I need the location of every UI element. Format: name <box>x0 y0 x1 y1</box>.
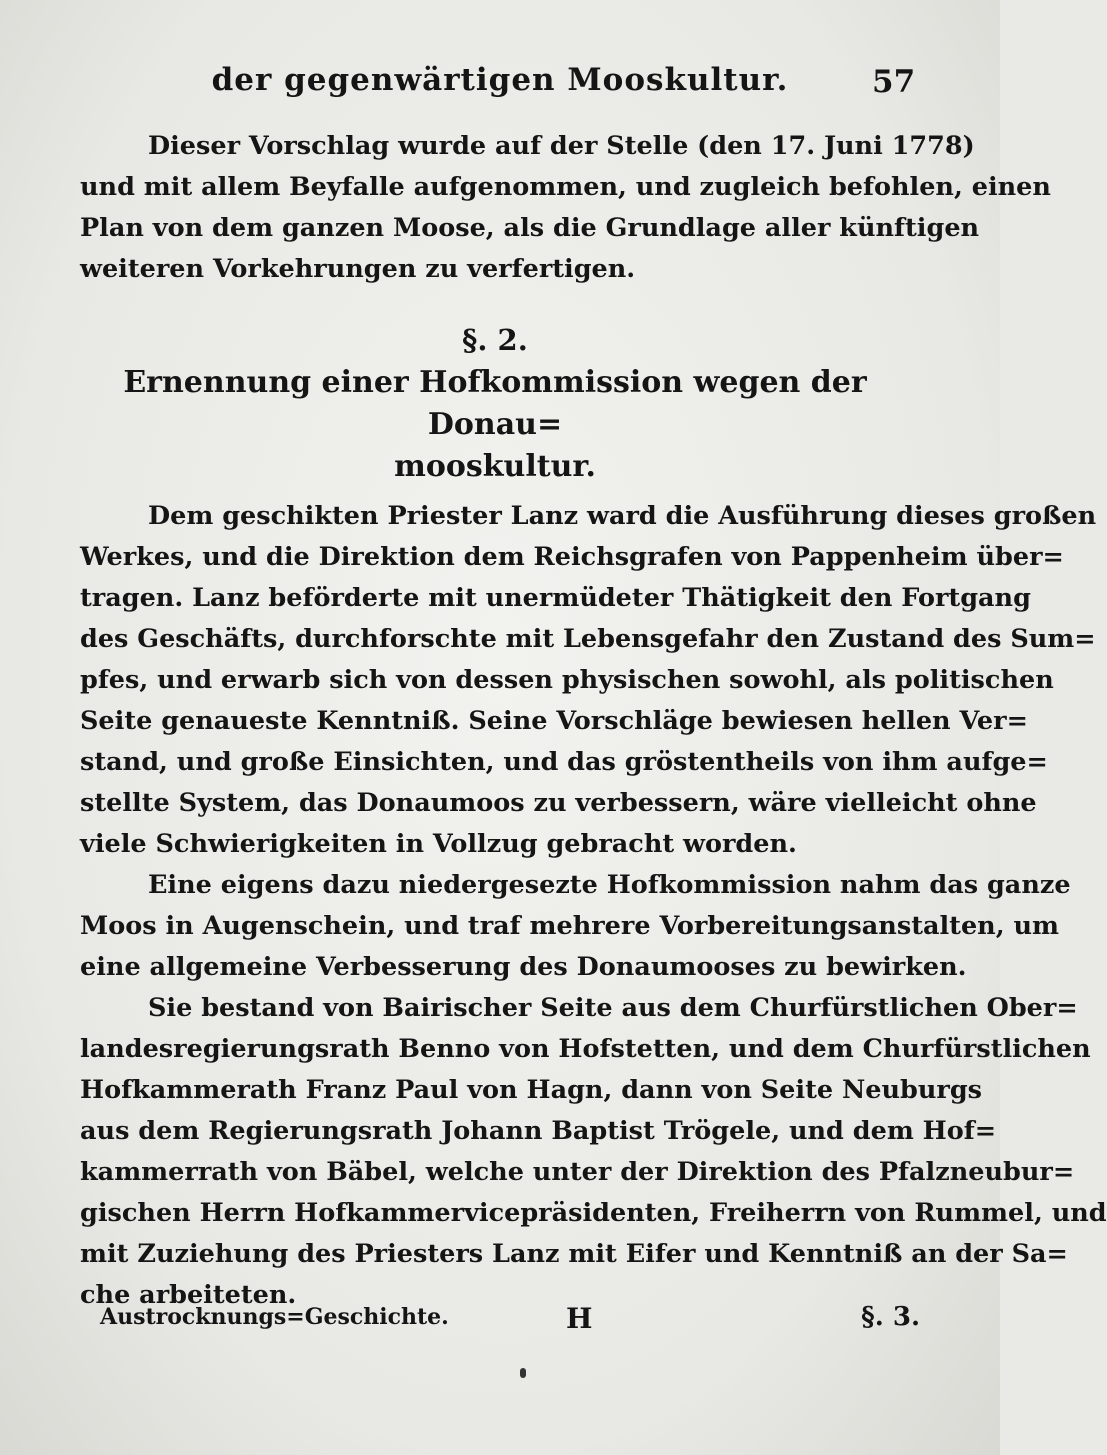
text-line: kammerrath von Bäbel, welche unter der Direktion des Pfalzneubur= <box>80 1157 1075 1187</box>
page-footer <box>100 1304 920 1344</box>
paragraph-2 <box>80 496 1097 865</box>
section-title-line: mooskultur. <box>394 449 596 484</box>
text-line: stand, und große Einsichten, und das gröstentheils von ihm aufge= <box>80 747 1048 777</box>
text-line: Seite genaueste Kenntniß. Seine Vorschläge bewiesen hellen Ver= <box>80 706 1028 736</box>
text-line: Sie bestand von Bairischer Seite aus dem Churfürstlichen Ober= <box>148 993 1078 1023</box>
text-line: und mit allem Beyfalle aufgenommen, und zugleich befohlen, einen <box>80 172 1051 202</box>
catchword: §. 3. <box>861 1302 920 1332</box>
text-line: viele Schwierigkeiten in Vollzug gebracht worden. <box>80 829 797 859</box>
paragraph-1 <box>80 126 1051 290</box>
text-line: landesregierungsrath Benno von Hofstetten, und dem Churfürstlichen <box>80 1034 1091 1064</box>
running-head: der gegenwärtigen Mooskultur. <box>211 62 789 98</box>
text-line: Dem geschikten Priester Lanz ward die Ausführung dieses großen <box>148 501 1097 531</box>
text-line: Werkes, und die Direktion dem Reichsgrafen von Pappenheim über= <box>80 542 1064 572</box>
text-line: tragen. Lanz beförderte mit unermüdeter Thätigkeit den Fortgang <box>80 583 1031 613</box>
text-line: Hofkammerath Franz Paul von Hagn, dann von Seite Neuburgs <box>80 1075 983 1105</box>
text-line: gischen Herrn Hofkammervicepräsidenten, Freiherrn von Rummel, und <box>80 1198 1107 1228</box>
text-line: Dieser Vorschlag wurde auf der Stelle (den 17. Juni 1778) <box>148 131 975 161</box>
signature-line: Austrocknungs=Geschichte. <box>100 1304 449 1330</box>
page-number: 57 <box>872 64 916 100</box>
text-line: aus dem Regierungsrath Johann Baptist Trögele, und dem Hof= <box>80 1116 997 1146</box>
text-line: Eine eigens dazu niedergesezte Hofkommission nahm das ganze <box>148 870 1071 900</box>
text-line: Moos in Augenschein, und traf mehrere Vorbereitungsanstalten, um <box>80 911 1059 941</box>
text-line: weiteren Vorkehrungen zu verfertigen. <box>80 254 636 284</box>
text-line: stellte System, das Donaumoos zu verbessern, wäre vielleicht ohne <box>80 788 1037 818</box>
text-line: Plan von dem ganzen Moose, als die Grundlage aller künftigen <box>80 213 980 243</box>
paragraph-3 <box>80 865 1071 988</box>
text-line: pfes, und erwarb sich von dessen physischen sowohl, als politischen <box>80 665 1054 695</box>
section-number: §. 2. <box>462 323 528 357</box>
section-title <box>80 362 910 488</box>
ink-speck <box>520 1368 526 1378</box>
text-line: eine allgemeine Verbesserung des Donaumooses zu bewirken. <box>80 952 967 982</box>
signature-mark: H <box>566 1302 593 1335</box>
paragraph-4 <box>80 988 1107 1316</box>
text-line: che arbeiteten. <box>80 1280 297 1310</box>
text-line: des Geschäfts, durchforschte mit Lebensgefahr den Zustand des Sum= <box>80 624 1096 654</box>
text-line: mit Zuziehung des Priesters Lanz mit Eifer und Kenntniß an der Sa= <box>80 1239 1068 1269</box>
body-text <box>80 126 1107 1316</box>
section-title-line: Ernennung einer Hofkommission wegen der Donau= <box>123 365 867 442</box>
